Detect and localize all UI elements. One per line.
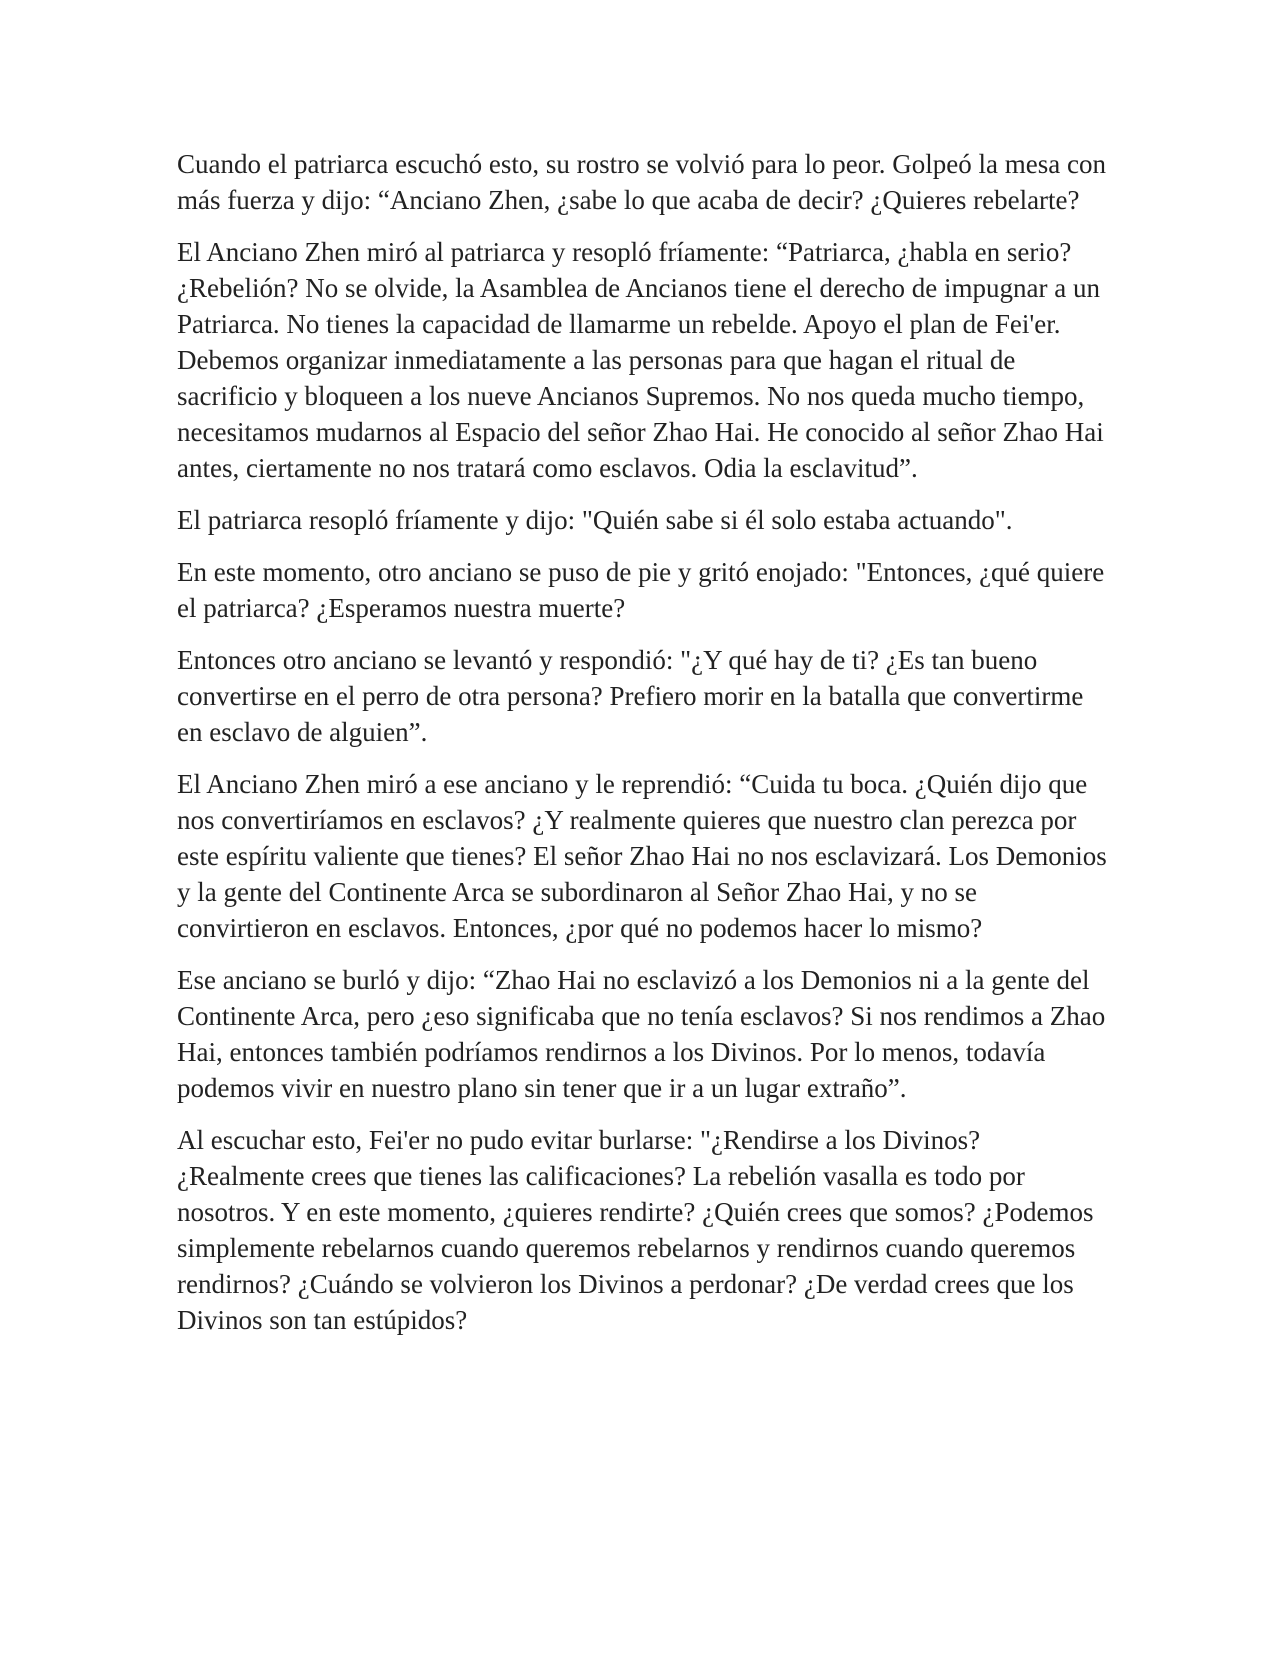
paragraph: Entonces otro anciano se levantó y respondió: "¿Y qué hay de ti? ¿Es tan bueno convertirse en el perro de otra persona? Prefiero morir en la batalla que convertirme en esclavo de alguien”.: [177, 645, 1084, 747]
paragraph: Al escuchar esto, Fei'er no pudo evitar burlarse: "¿Rendirse a los Divinos? ¿Realmente crees que tienes las calificaciones? La rebelión vasalla es todo por nosotros. Y en este momento, ¿quieres rendirte? ¿Quién crees que somos? ¿Podemos simplemente rebelarnos cuando queremos rebelarnos y rendirnos cuando queremos rendirnos? ¿Cuándo se volvieron los Divinos a perdonar? ¿De verdad crees que los Divinos son tan estúpidos?: [177, 1125, 1094, 1335]
paragraph: Cuando el patriarca escuchó esto, su rostro se volvió para lo peor. Golpeó la mesa con más fuerza y dijo: “Anciano Zhen, ¿sabe lo que acaba de decir? ¿Quieres rebelarte?: [177, 149, 1106, 215]
document-body: [177, 146, 1107, 1354]
paragraph: En este momento, otro anciano se puso de pie y gritó enojado: "Entonces, ¿qué quiere el patriarca? ¿Esperamos nuestra muerte?: [177, 557, 1105, 623]
paragraph: El Anciano Zhen miró al patriarca y resopló fríamente: “Patriarca, ¿habla en serio? ¿Rebelión? No se olvide, la Asamblea de Ancianos tiene el derecho de impugnar a un Patriarca. No tienes la capacidad de llamarme un rebelde. Apoyo el plan de Fei'er. Debemos organizar inmediatamente a las personas para que hagan el ritual de sacrificio y bloqueen a los nueve Ancianos Supremos. No nos queda mucho tiempo, necesitamos mudarnos al Espacio del señor Zhao Hai. He conocido al señor Zhao Hai antes, ciertamente no nos tratará como esclavos. Odia la esclavitud”.: [177, 237, 1104, 483]
paragraph: El patriarca resopló fríamente y dijo: "Quién sabe si él solo estaba actuando".: [177, 505, 1013, 535]
paragraph: El Anciano Zhen miró a ese anciano y le reprendió: “Cuida tu boca. ¿Quién dijo que nos convertiríamos en esclavos? ¿Y realmente quieres que nuestro clan perezca por este espíritu valiente que tienes? El señor Zhao Hai no nos esclavizará. Los Demonios y la gente del Continente Arca se subordinaron al Señor Zhao Hai, y no se convirtieron en esclavos. Entonces, ¿por qué no podemos hacer lo mismo?: [177, 769, 1107, 943]
paragraph: Ese anciano se burló y dijo: “Zhao Hai no esclavizó a los Demonios ni a la gente del Continente Arca, pero ¿eso significaba que no tenía esclavos? Si nos rendimos a Zhao Hai, entonces también podríamos rendirnos a los Divinos. Por lo menos, todavía podemos vivir en nuestro plano sin tener que ir a un lugar extraño”.: [177, 965, 1106, 1103]
